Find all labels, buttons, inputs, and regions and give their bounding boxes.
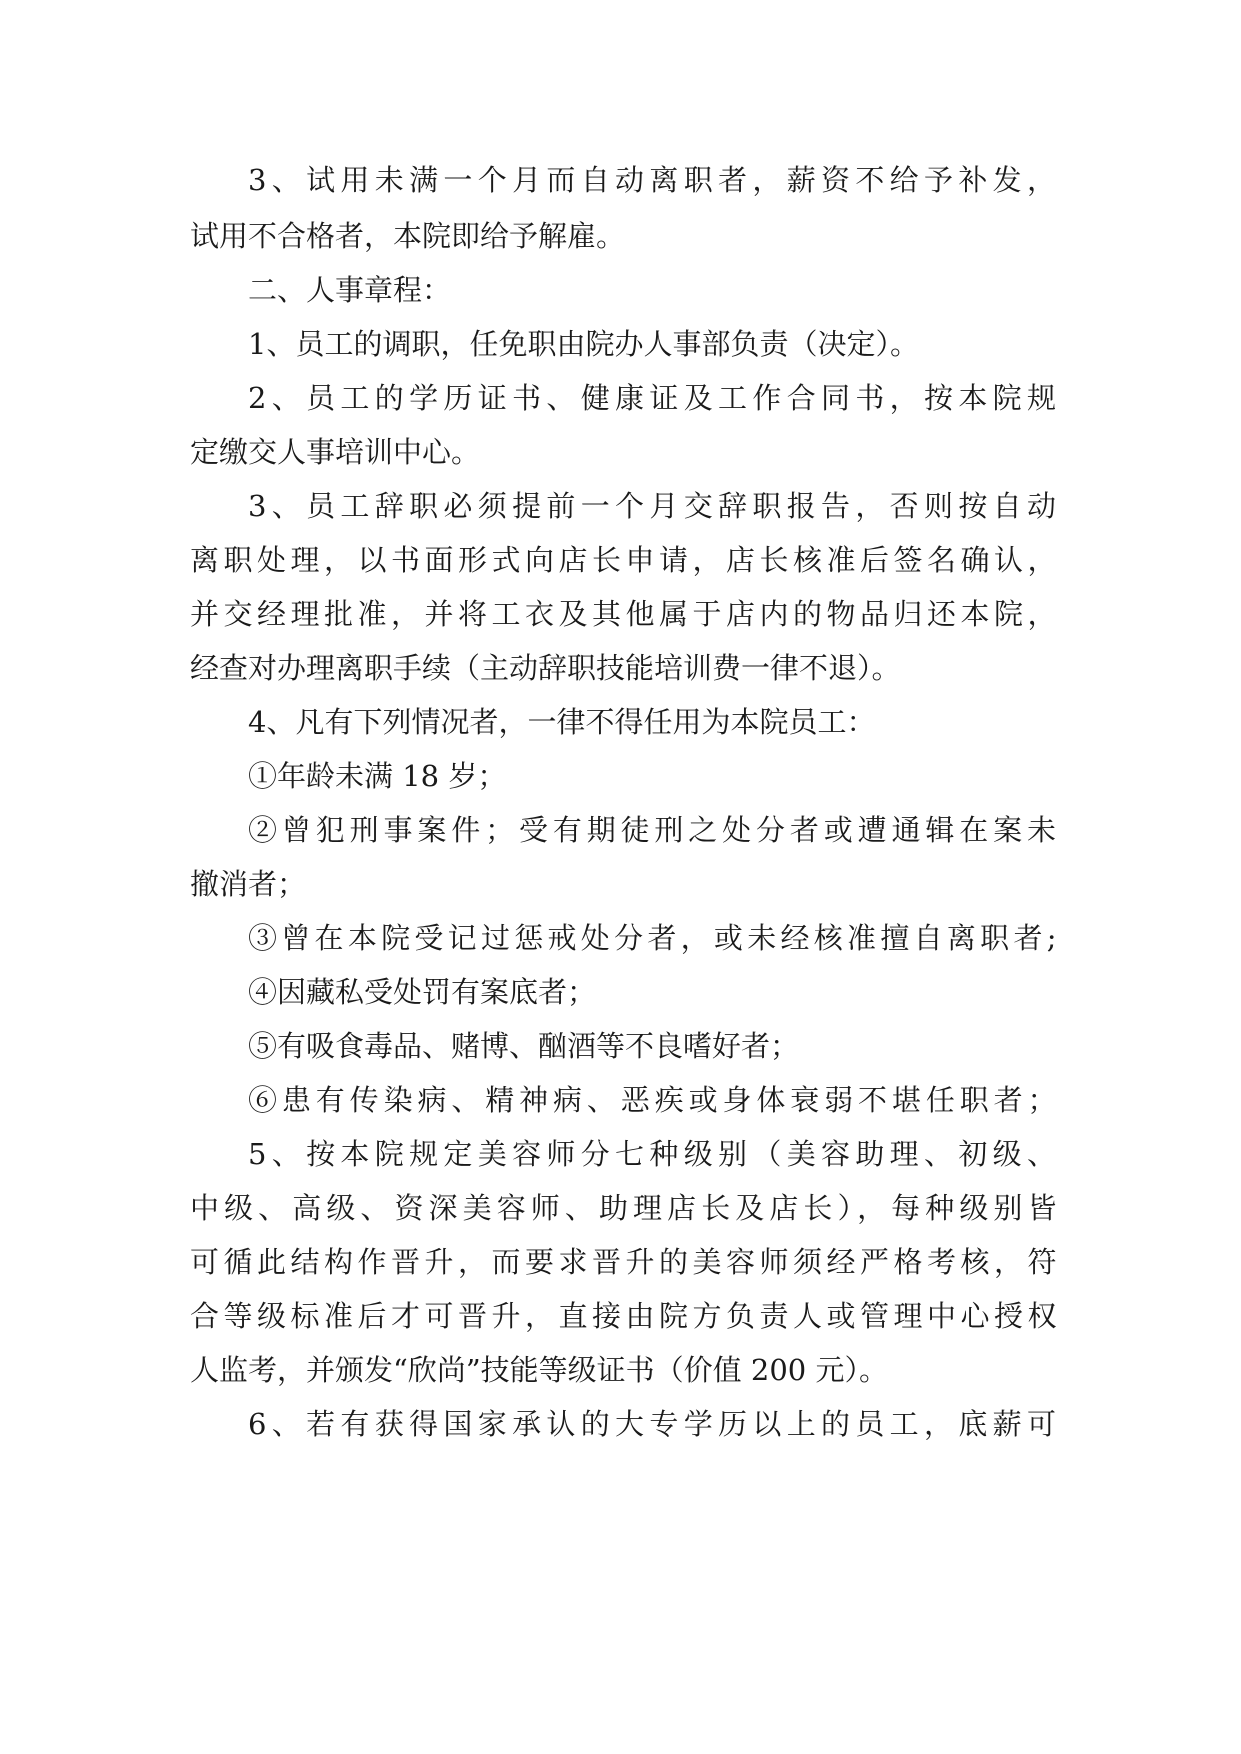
paragraph-line: 5、按本院规定美容师分七种级别（美容助理、初级、 xyxy=(248,1137,1056,1171)
paragraph-line: 人监考，并颁发“欣尚”技能等级证书（价值 200 元）。 xyxy=(190,1353,888,1387)
paragraph-line: 4、凡有下列情况者，一律不得任用为本院员工： xyxy=(248,705,876,739)
list-item: ②曾犯刑事案件；受有期徒刑之处分者或遭通辑在案未 xyxy=(248,813,1056,847)
paragraph-line: 经查对办理离职手续（主动辞职技能培训费一律不退）。 xyxy=(190,651,901,685)
paragraph-line: 合等级标准后才可晋升，直接由院方负责人或管理中心授权 xyxy=(190,1299,1056,1333)
paragraph-line: 2、员工的学历证书、健康证及工作合同书，按本院规 xyxy=(248,381,1056,415)
paragraph-line: 试用不合格者，本院即给予解雇。 xyxy=(190,219,626,253)
paragraph-line: 中级、高级、资深美容师、助理店长及店长），每种级别皆 xyxy=(190,1191,1056,1225)
paragraph-line: 3、员工辞职必须提前一个月交辞职报告，否则按自动 xyxy=(248,489,1056,523)
list-item: ⑤有吸食毒品、赌博、酗酒等不良嗜好者； xyxy=(248,1029,800,1063)
paragraph-line: 并交经理批准，并将工衣及其他属于店内的物品归还本院， xyxy=(190,597,1056,631)
paragraph-line: 定缴交人事培训中心。 xyxy=(190,435,481,469)
paragraph-line: 6、若有获得国家承认的大专学历以上的员工，底薪可 xyxy=(248,1407,1056,1441)
section-heading: 二、人事章程： xyxy=(248,273,452,307)
paragraph-line: 可循此结构作晋升，而要求晋升的美容师须经严格考核，符 xyxy=(190,1245,1056,1279)
list-item: ④因藏私受处罚有案底者； xyxy=(248,975,597,1009)
paragraph-line: 离职处理，以书面形式向店长申请，店长核准后签名确认， xyxy=(190,543,1056,577)
list-item: ③曾在本院受记过惩戒处分者，或未经核准擅自离职者; xyxy=(248,921,1056,955)
list-item: ⑥患有传染病、精神病、恶疾或身体衰弱不堪任职者； xyxy=(248,1083,1056,1117)
list-item-continuation: 撤消者； xyxy=(190,867,307,901)
paragraph-line: 3、试用未满一个月而自动离职者，薪资不给予补发， xyxy=(248,163,1056,197)
list-item: ①年龄未满 18 岁； xyxy=(248,759,507,793)
paragraph-line: 1、员工的调职，任免职由院办人事部负责（决定）。 xyxy=(248,327,919,361)
